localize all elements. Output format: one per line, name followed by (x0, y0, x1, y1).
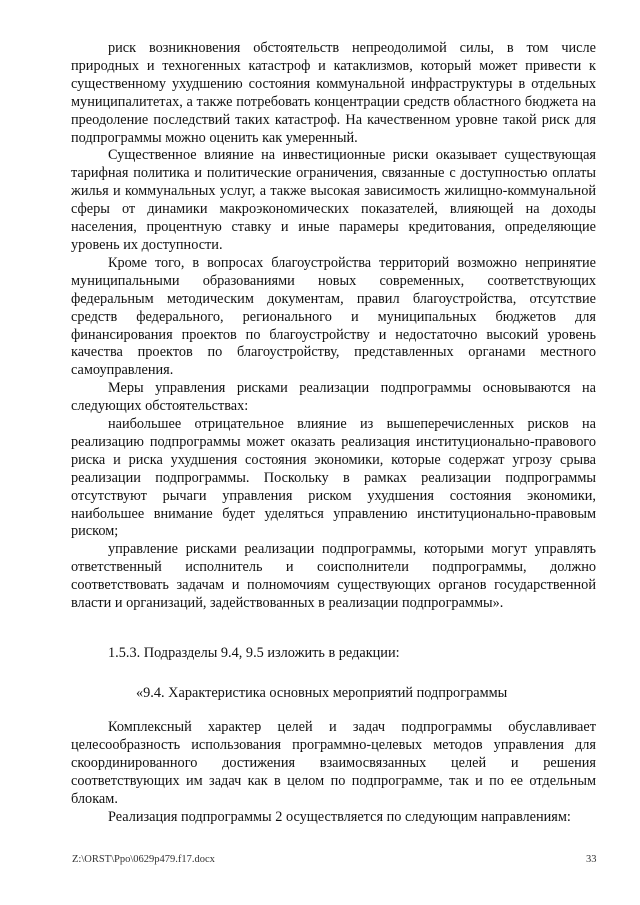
paragraph-investment-risks: Существенное влияние на инвестиционные риски оказывает существующая тарифная политика и политические ограничения, связанные с доступностью оплаты жилья и коммунальных услуг, а также высокая зависимость жилищно-коммунальной сферы от динамики макроэкономических показателей, влияющей на доходы населения, процентную ставку и иные парамеры кредитования, определяющие уровень их доступности. (71, 147, 596, 253)
paragraph-improvement-risks: Кроме того, в вопросах благоустройства территорий возможно непринятие муниципальными образованиями новых современных, соответствующих федеральным методическим документам, правил благоустройства, отсутствие средств федерального, регионального и муниципальных бюджетов для финансирования проектов по благоустройству и недостаточно высокий уровень качества проектов по благоустройству, представленных органами местного самоуправления. (71, 254, 596, 379)
paragraph-force-majeure-risk: риск возникновения обстоятельств непреодолимой силы, в том числе природных и техногенных катастроф и катаклизмов, который может привести к существенному ухудшению состояния коммунальной инфраструктуры в отдельных муниципалитетах, а также потребовать концентрации средств областного бюджета на преодоление последствий таких катастроф. На качественном уровне такой риск для подпрограммы можно оценить как умеренный. (71, 40, 596, 146)
footer-file-path: Z:\ORST\Ppo\0629p479.f17.docx (72, 854, 215, 865)
paragraph-risk-management: управление рисками реализации подпрограммы, которыми могут управлять ответственный исполнитель и соисполнители подпрограммы, должно соответствовать задачам и полномочиям существующих органов государственной власти и организаций, задействованных в реализации подпрограммы». (71, 541, 596, 612)
page-number: 33 (586, 854, 597, 865)
paragraph-largest-negative-influence: наибольшее отрицательное влияние из вышеперечисленных рисков на реализацию подпрограммы может оказать реализация институционально-правового риска и риска ухудшения состояния экономики, которые содержат угрозу срыва реализации подпрограммы. Поскольку в рамках реализации подпрограммы отсутствуют рычаги управления риском ухудшения состояния экономики, наибольшее внимание будет уделяться управлению институционально-правовым риском; (71, 416, 596, 540)
paragraph-implementation-directions: Реализация подпрограммы 2 осуществляется по следующим направлениям: (108, 808, 571, 825)
paragraph-complex-character: Комплексный характер целей и задач подпрограммы обуславливает целесообразность использования программно-целевых методов управления для скоординированного достижения взаимосвязанных целей и решения соответствующих им задач как в целом по подпрограмме, так и по ее отдельным блокам. (71, 719, 596, 807)
paragraph-risk-measures-intro: Меры управления рисками реализации подпрограммы основываются на следующих обстоятельствах: (71, 380, 596, 415)
section-heading: «9.4. Характеристика основных мероприятий подпрограммы (136, 685, 508, 701)
body-section-2 (71, 719, 596, 826)
amendment-line: 1.5.3. Подразделы 9.4, 9.5 изложить в редакции: (108, 645, 400, 661)
body-section-1 (71, 40, 596, 613)
